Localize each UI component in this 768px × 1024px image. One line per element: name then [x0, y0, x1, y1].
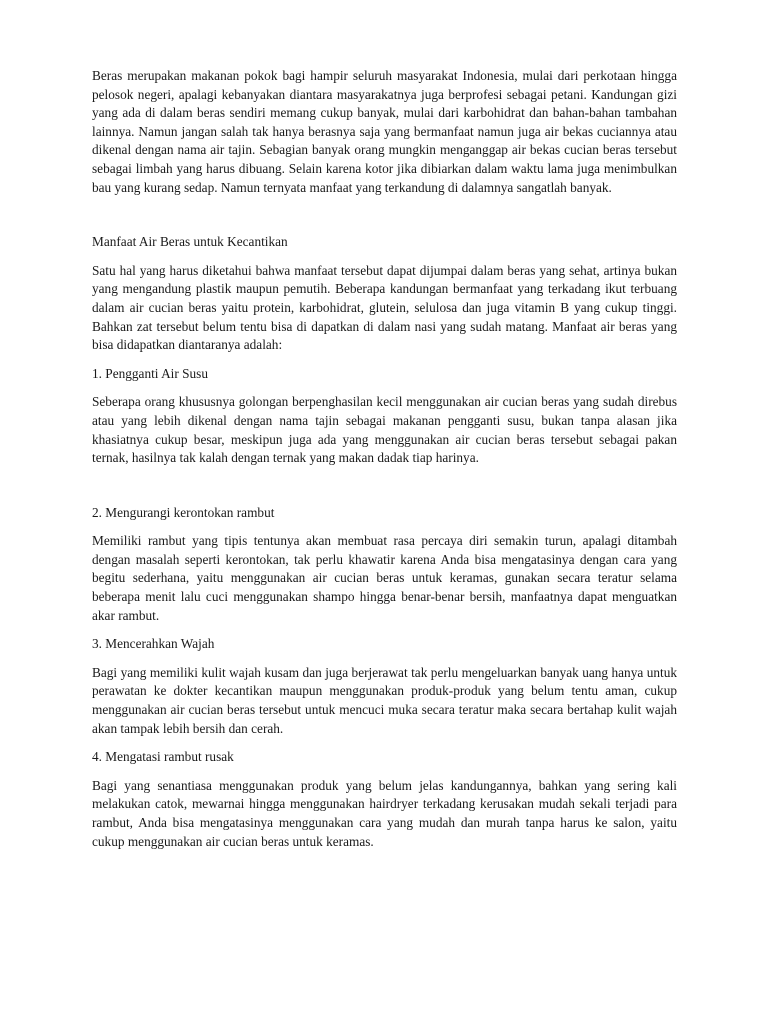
section-heading: Manfaat Air Beras untuk Kecantikan: [92, 234, 288, 250]
section-intro-paragraph: Satu hal yang harus diketahui bahwa manfaat tersebut dapat dijumpai dalam beras yang sehat, artinya bukan yang mengandung plastik maupun pemutih. Beberapa kandungan bermanfaat yang terkadang ikut terbuang dalam air cucian beras yaitu protein, karbohidrat, glutein, selulosa dan juga vitamin B yang cukup tinggi. Bahkan zat tersebut belum tentu bisa di dapatkan di dalam nasi yang sudah matang. Manfaat air beras yang bisa didapatkan diantaranya adalah:: [92, 262, 677, 353]
item-heading-mengurangi-kerontokan: 2. Mengurangi kerontokan rambut: [92, 504, 275, 520]
item-heading-pengganti-air-susu: 1. Pengganti Air Susu: [92, 365, 208, 381]
document-page: [92, 67, 677, 851]
item-body-mencerahkan-wajah: Bagi yang memiliki kulit wajah kusam dan juga berjerawat tak perlu mengeluarkan banyak uang hanya untuk perawatan ke dokter kecantikan maupun menggunakan produk-produk yang belum tentu aman, cukup menggunakan air cucian beras tersebut untuk mencuci muka secara teratur maka secara bertahap kulit wajah akan tampak lebih bersih dan cerah.: [92, 664, 677, 736]
intro-paragraph: Beras merupakan makanan pokok bagi hampir seluruh masyarakat Indonesia, mulai dari perkotaan hingga pelosok negeri, apalagi kebanyakan diantara masyarakatnya juga berprofesi sebagai petani. Kandungan gizi yang ada di dalam beras sendiri memang cukup banyak, mulai dari karbohidrat dan bahan-bahan tambahan lainnya. Namun jangan salah tak hanya berasnya saja yang bermanfaat namun juga air bekas cuciannya atau dikenal dengan nama air tajin. Sebagian banyak orang mungkin menganggap air bekas cucian beras tersebut sebagai limbah yang harus dibuang. Selain karena kotor jika dibiarkan dalam waktu lama juga menimbulkan bau yang kurang sedap. Namun ternyata manfaat yang terkandung di dalamnya sangatlah banyak.: [92, 68, 677, 195]
item-heading-mengatasi-rambut-rusak: 4. Mengatasi rambut rusak: [92, 749, 234, 765]
item-heading-mencerahkan-wajah: 3. Mencerahkan Wajah: [92, 636, 215, 652]
item-body-pengganti-air-susu: Seberapa orang khususnya golongan berpenghasilan kecil menggunakan air cucian beras yang sudah direbus atau yang lebih dikenal dengan nama tajin sebagai makanan pengganti susu, bukan tanpa alasan jika khasiatnya cukup besar, meskipun juga ada yang menggunakan air cucian beras tersebut sebagai pakan ternak, hasilnya tak kalah dengan ternak yang makan dadak tiap harinya.: [92, 394, 677, 466]
item-body-mengurangi-kerontokan: Memiliki rambut yang tipis tentunya akan membuat rasa percaya diri semakin turun, apalagi ditambah dengan masalah seperti kerontokan, tak perlu khawatir karena Anda bisa mengatasinya dengan cara yang begitu sederhana, yaitu menggunakan air cucian beras untuk keramas, gunakan secara teratur selama beberapa menit lalu cuci menggunakan shampo hingga benar-benar bersih, manfaatnya dapat menguatkan akar rambut.: [92, 533, 677, 623]
item-body-mengatasi-rambut-rusak: Bagi yang senantiasa menggunakan produk yang belum jelas kandungannya, bahkan yang sering kali melakukan catok, mewarnai hingga menggunakan hairdryer terkadang kerusakan mudah sekali terjadi para rambut, Anda bisa mengatasinya menggunakan cara yang mudah dan murah tanpa harus ke salon, yaitu cukup menggunakan air cucian beras untuk keramas.: [92, 777, 677, 849]
